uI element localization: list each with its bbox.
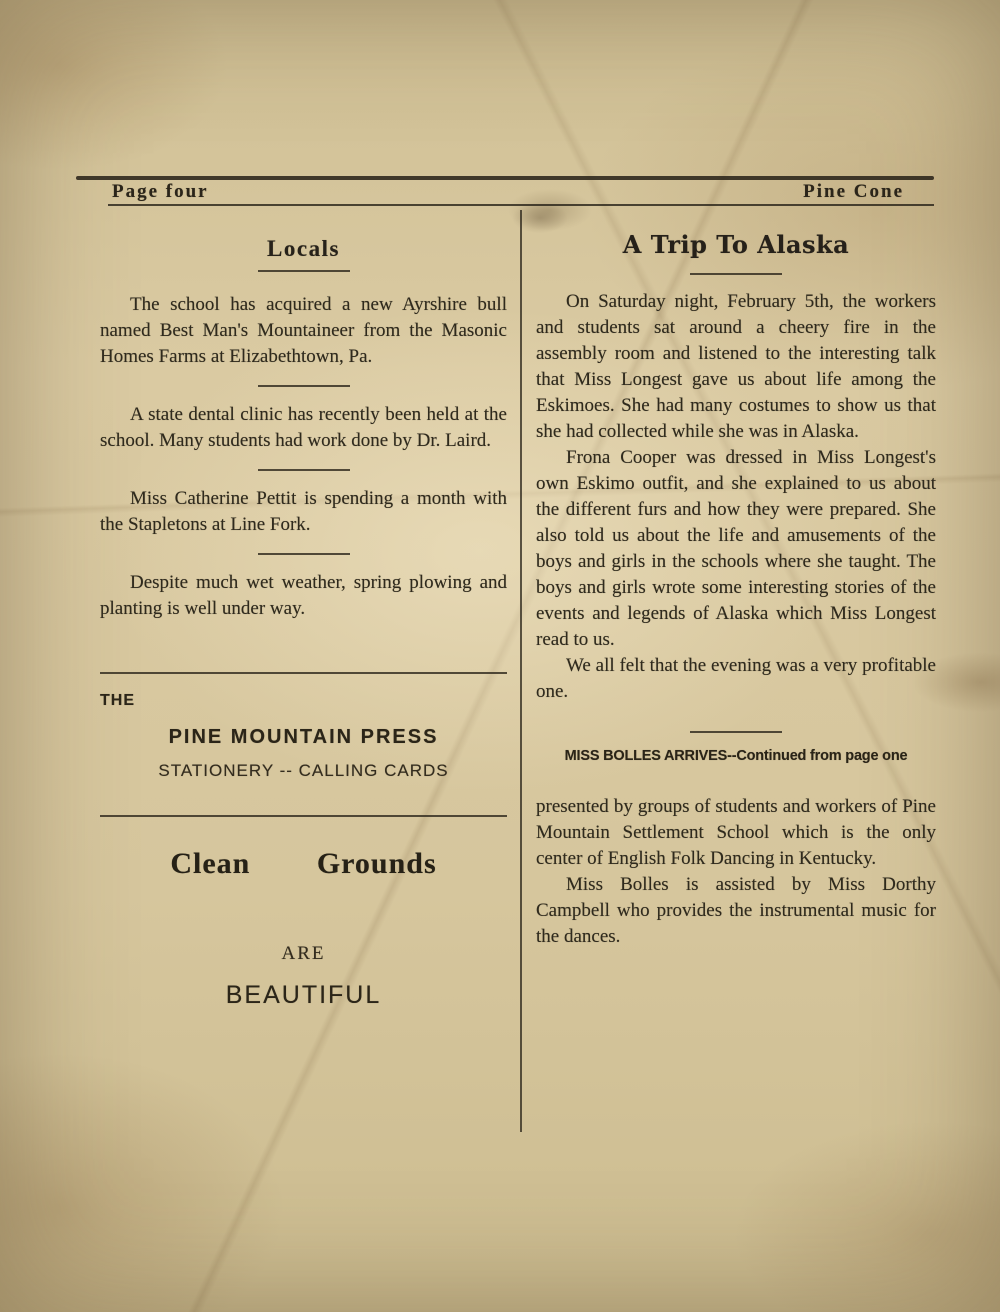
spacer (100, 622, 507, 636)
section-divider (258, 385, 350, 387)
left-column (100, 214, 507, 1010)
ad-bottom-rule (100, 815, 507, 817)
ad-press-name: PINE MOUNTAIN PRESS (168, 726, 439, 749)
bolles-continued-heading: MISS BOLLES ARRIVES--Continued from page one (564, 748, 908, 765)
heading-underline (258, 270, 350, 272)
alaska-heading: A Trip To Alaska (622, 230, 850, 259)
page-header (112, 181, 904, 203)
spacer (536, 764, 936, 794)
ad-line-the: THE (100, 692, 135, 710)
clean-grounds-ad (100, 847, 507, 1010)
publication-name: Pine Cone (803, 181, 904, 202)
ad-top-rule (100, 672, 507, 674)
alaska-paragraph: We all felt that the evening was a very profitable one. (536, 655, 936, 703)
ad-grounds-title: Clean Grounds (170, 847, 437, 881)
alaska-paragraph: Frona Cooper was dressed in Miss Longest's own Eskimo outfit, and she explained to us about the different furs and how they were prepared. She also told us about the life and amusements of the boys and girls in the schools where she taught. The boys and girls wrote some interesting stories of the events and legends of Alaska which Miss Longest read to us. (536, 447, 936, 651)
section-divider (690, 731, 782, 733)
locals-item: The school has acquired a new Ayrshire bull named Best Man's Mountaineer from the Masonic Homes Farms at Elizabethtown, Pa. (100, 294, 507, 368)
ad-grounds-are: ARE (281, 943, 326, 965)
ad-grounds-beautiful: BEAUTIFUL (225, 981, 382, 1010)
locals-item: Miss Catherine Pettit is spending a month with the Stapletons at Line Fork. (100, 488, 507, 536)
masthead-top-rule (76, 176, 934, 180)
page-number: Page four (112, 181, 209, 202)
alaska-paragraph: On Saturday night, February 5th, the workers and students sat around a cheery fire in the assembly room and listened to the interesting talk that Miss Longest gave us about life among the Eskimoes. She had many costumes to show us that she had collected while she was in Alaska. (536, 291, 936, 443)
bolles-paragraph: Miss Bolles is assisted by Miss Dorthy Campbell who provides the instrumental music for the dances. (536, 874, 936, 948)
heading-underline (690, 273, 782, 275)
right-column (536, 214, 936, 950)
masthead-bottom-rule (108, 204, 934, 206)
section-divider (258, 469, 350, 471)
pine-mountain-press-ad (100, 692, 507, 781)
column-divider (520, 210, 522, 1132)
section-divider (258, 553, 350, 555)
locals-heading: Locals (267, 236, 340, 261)
ad-press-subtitle: STATIONERY -- CALLING CARDS (158, 761, 449, 781)
bolles-paragraph: presented by groups of students and workers of Pine Mountain Settlement School which is the only center of English Folk Dancing in Kentucky. (536, 796, 936, 870)
locals-item: A state dental clinic has recently been held at the school. Many students had work done by Dr. Laird. (100, 404, 507, 452)
locals-item: Despite much wet weather, spring plowing and planting is well under way. (100, 572, 507, 620)
